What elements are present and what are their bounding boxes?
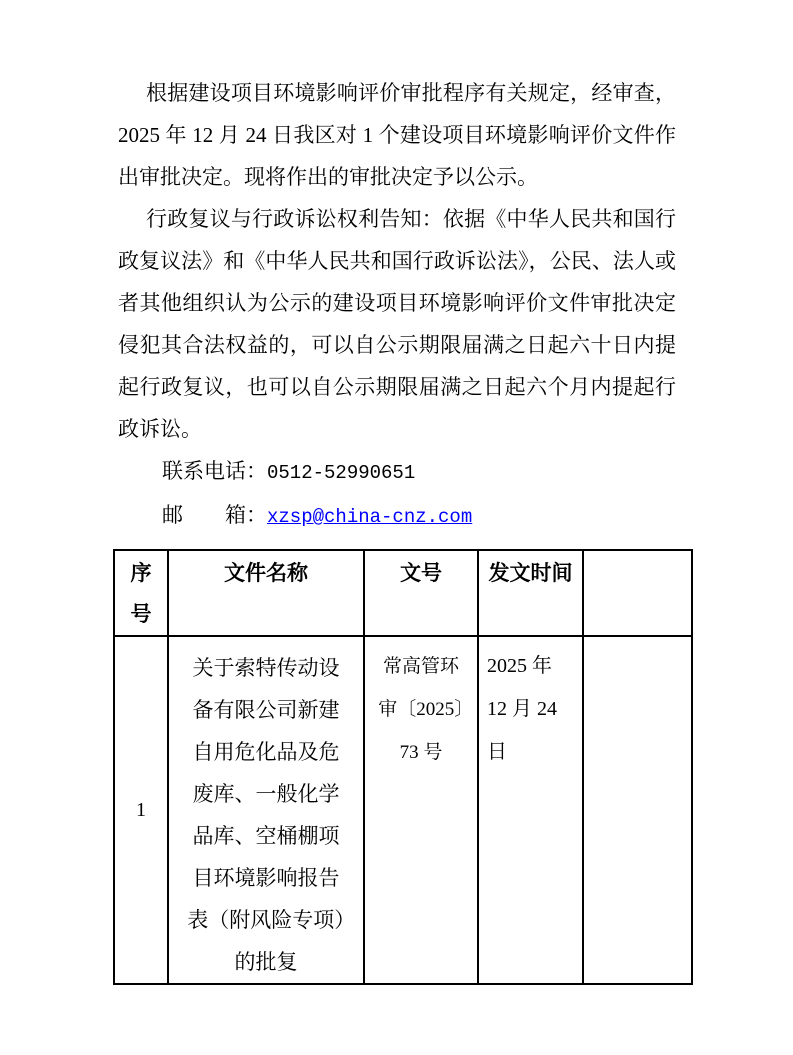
documents-table	[113, 549, 693, 985]
table-header-file-name: 文件名称	[168, 550, 364, 636]
cell-extra	[583, 636, 692, 984]
table-row	[114, 636, 692, 984]
paragraph-rights-notice: 行政复议与行政诉讼权利告知：依据《中华人民共和国行政复议法》和《中华人民共和国行政诉讼法》，公民、法人或者其他组织认为公示的建设项目环境影响评价文件审批决定侵犯其合法权益的，可以自公示期限届满之日起六十日内提起行政复议，也可以自公示期限届满之日起六个月内提起行政诉讼。	[118, 207, 676, 441]
phone-value: 0512-52990651	[267, 462, 416, 484]
cell-file-name: 关于索特传动设备有限公司新建自用危化品及危废库、一般化学品库、空桶棚项目环境影响报告表（附风险专项）的批复	[168, 636, 364, 984]
phone-label: 联系电话：	[162, 459, 267, 483]
table-header-issue-date: 发文时间	[478, 550, 583, 636]
cell-seq: 1	[114, 636, 168, 984]
cell-issue-date: 2025 年 12 月 24 日	[478, 636, 583, 984]
document-body	[118, 72, 676, 538]
contact-email-line	[118, 494, 676, 538]
table-header-extra	[583, 550, 692, 636]
cell-doc-number: 常高管环审〔2025〕73 号	[364, 636, 478, 984]
table-header-seq: 序号	[114, 550, 168, 636]
table-header-row	[114, 550, 692, 636]
table-header-doc-number: 文号	[364, 550, 478, 636]
paragraph-approval-announcement: 根据建设项目环境影响评价审批程序有关规定，经审查，2025 年 12 月 24 日我区对 1 个建设项目环境影响评价文件作出审批决定。现将作出的审批决定予以公示。	[118, 81, 676, 189]
contact-phone-line	[118, 450, 676, 494]
email-link[interactable]: xzsp@china-cnz.com	[267, 506, 473, 528]
email-label: 邮 箱：	[162, 503, 267, 527]
